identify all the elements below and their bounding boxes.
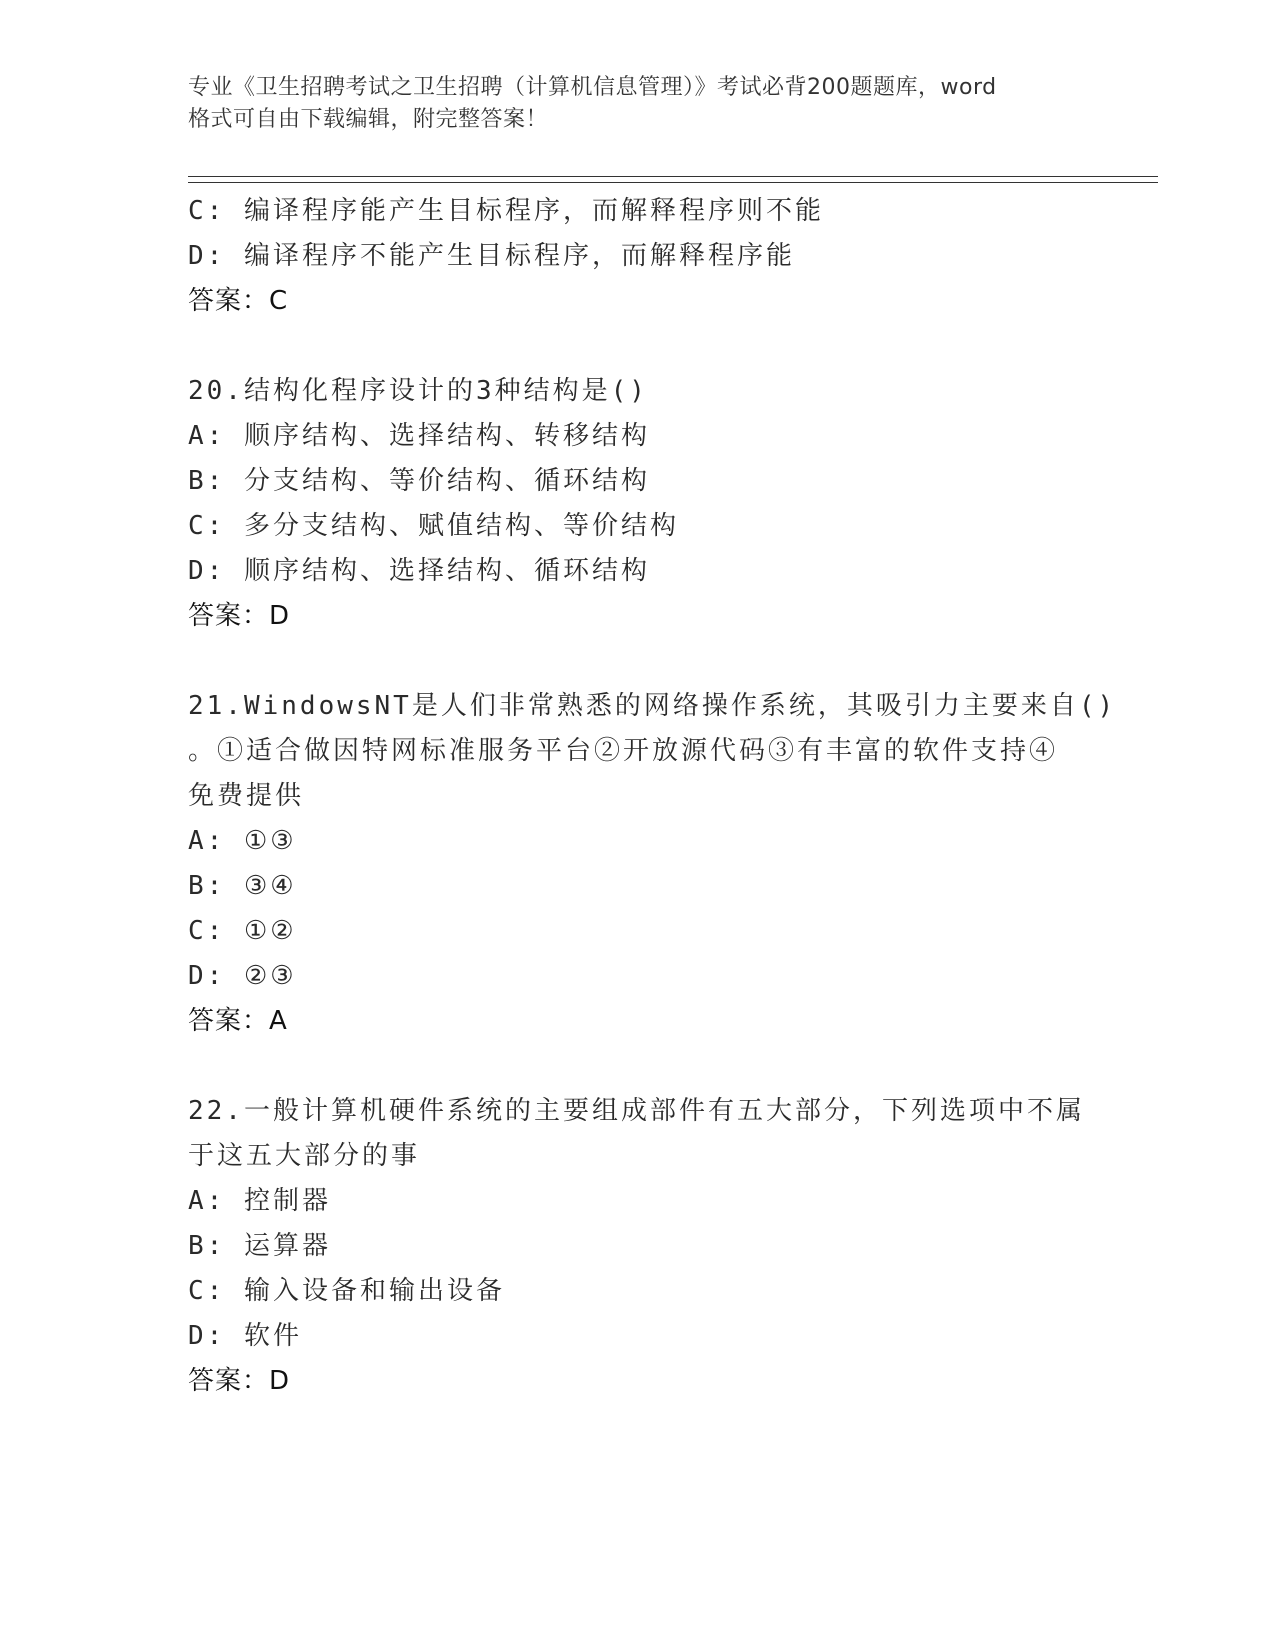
option-d: D: ②③ [188, 961, 297, 991]
question-stem-21: 21.WindowsNT是人们非常熟悉的网络操作系统，其吸引力主要来自() [188, 691, 1117, 721]
option-c: C: 多分支结构、赋值结构、等价结构 [188, 511, 679, 541]
option-d: D: 软件 [188, 1321, 302, 1351]
option-a: A: 顺序结构、选择结构、转移结构 [188, 421, 650, 451]
spacer [188, 1044, 1128, 1089]
question-stem-22: 22.一般计算机硬件系统的主要组成部件有五大部分，下列选项中不属 [188, 1096, 1085, 1126]
option-c: C: ①② [188, 916, 297, 946]
header-line-1: 专业《卫生招聘考试之卫生招聘（计算机信息管理）》考试必背200题题库，word [188, 75, 997, 100]
option-a: A: 控制器 [188, 1186, 331, 1216]
spacer [188, 324, 1128, 369]
answer-line: 答案：A [188, 1006, 288, 1036]
option-d: D: 顺序结构、选择结构、循环结构 [188, 556, 650, 586]
question-stem-22-cont: 于这五大部分的事 [188, 1141, 421, 1171]
option-b: B: ③④ [188, 871, 297, 901]
spacer [188, 639, 1128, 684]
header-divider-bottom [188, 182, 1158, 183]
option-b: B: 运算器 [188, 1231, 331, 1261]
document-header [188, 72, 1108, 136]
question-stem-21-cont: 免费提供 [188, 781, 305, 811]
option-b: B: 分支结构、等价结构、循环结构 [188, 466, 650, 496]
option-a: A: ①③ [188, 826, 297, 856]
answer-line: 答案：D [188, 1366, 291, 1396]
header-divider-top [188, 176, 1158, 177]
option-d: D: 编译程序不能产生目标程序，而解释程序能 [188, 241, 795, 271]
option-c: C: 编译程序能产生目标程序，而解释程序则不能 [188, 196, 824, 226]
header-line-2: 格式可自由下载编辑，附完整答案！ [188, 107, 549, 132]
question-stem-21-cont: 。①适合做因特网标准服务平台②开放源代码③有丰富的软件支持④ [188, 736, 1059, 766]
option-c: C: 输入设备和输出设备 [188, 1276, 505, 1306]
answer-line: 答案：C [188, 286, 289, 316]
answer-line: 答案：D [188, 601, 291, 631]
question-stem-20: 20.结构化程序设计的3种结构是() [188, 376, 648, 406]
question-list [188, 189, 1128, 1404]
